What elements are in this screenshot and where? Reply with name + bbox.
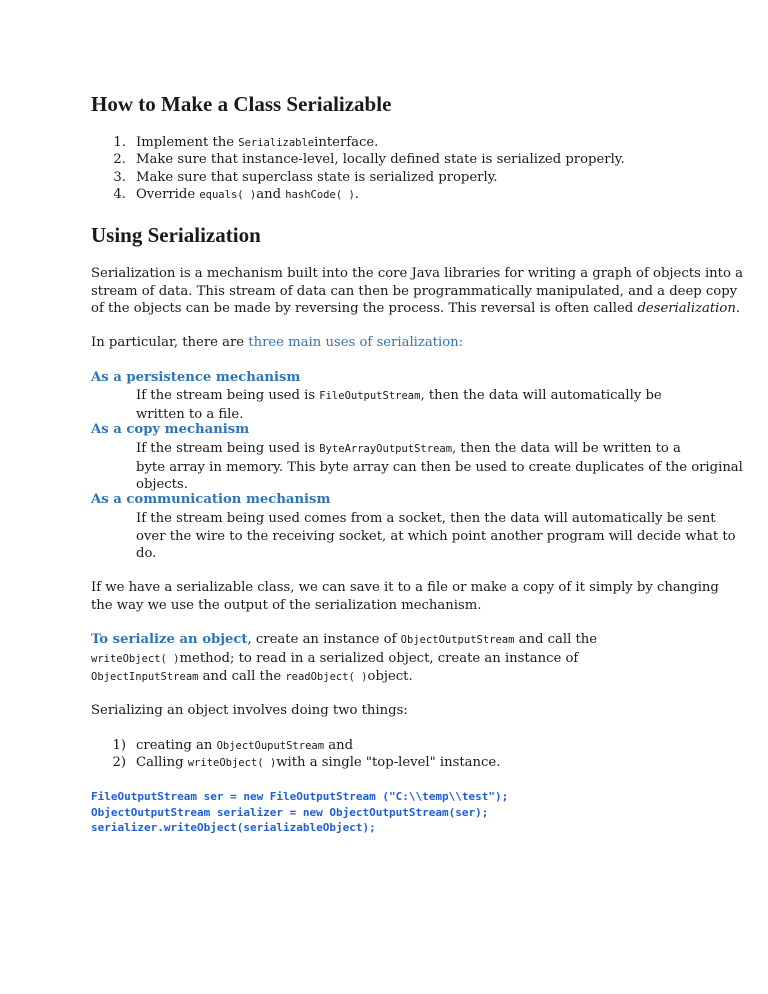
inline-code: ObjectOutputStream [400, 634, 515, 646]
two-things-text: Serializing an object involves doing two things: [91, 703, 408, 718]
definition-line: byte array in memory. This byte array can then be used to create duplicates of the original [136, 459, 743, 475]
list-number: 1. [113, 135, 126, 150]
list-number: 2. [113, 152, 126, 167]
paragraph-line: writeObject( )method; to read in a serialized object, create an instance of [91, 650, 579, 666]
inline-code: Serializable [238, 137, 315, 149]
step-text: Override [136, 187, 200, 202]
uses-intro: In particular, there are three main uses of serialization: [91, 335, 464, 350]
inline-code: equals( ) [199, 189, 257, 201]
term-copy: As a copy mechanism [91, 422, 250, 437]
copy-paragraph [91, 579, 719, 614]
serialize-label: To serialize an object [91, 632, 248, 647]
paragraph-line: ObjectInputStream and call the readObject( )object. [91, 669, 413, 684]
step-text: interface. [314, 135, 379, 150]
serialize-paragraph [91, 631, 597, 687]
term-communication: As a communication mechanism [91, 492, 331, 507]
list-number: 4. [113, 187, 126, 202]
intro-paragraph [91, 265, 743, 318]
inline-code: readObject( ) [285, 671, 368, 683]
paragraph-line: Serialization is a mechanism built into the core Java libraries for writing a graph of objects into a [91, 266, 743, 281]
section-title-using-serialization: Using Serialization [91, 223, 261, 247]
step-text: Make sure that superclass state is serialized properly. [136, 170, 498, 185]
term-persistence: As a persistence mechanism [91, 370, 301, 385]
paragraph-line: the way we use the output of the serialization mechanism. [91, 597, 482, 613]
paragraph-line: If we have a serializable class, we can save it to a file or make a copy of it simply by changing [91, 580, 719, 595]
definition-line: objects. [136, 477, 188, 492]
section-title-serializable: How to Make a Class Serializable [91, 92, 392, 116]
code-line: ObjectOutputStream serializer = new ObjectOutputStream(ser); [91, 805, 489, 819]
inline-code: writeObject( ) [91, 652, 180, 665]
inline-code: ObjectOuputStream [216, 740, 325, 752]
definition-line: over the wire to the receiving socket, at which point another program will decide what to [136, 528, 736, 544]
uses-link[interactable]: three main uses of serialization: [248, 335, 464, 350]
definition-copy [136, 440, 743, 494]
inline-code: FileOutputStream [319, 390, 421, 402]
step-text: Make sure that instance-level, locally defined state is serialized properly. [136, 152, 625, 167]
list-number: 3. [113, 170, 126, 185]
definition-persistence [136, 387, 662, 423]
definition-line: If the stream being used is ByteArrayOutputStream, then the data will be written to a [136, 441, 681, 456]
inline-code: writeObject( ) [187, 757, 277, 769]
inline-code: ObjectInputStream [91, 671, 199, 683]
code-line: serializer.writeObject(serializableObject); [91, 821, 376, 834]
code-line: FileOutputStream ser = new FileOutputStream ("C:\\temp\\test"); [91, 790, 509, 803]
list-number: 2) [112, 755, 126, 770]
definition-line: written to a file. [136, 406, 244, 422]
definition-line: If the stream being used comes from a socket, then the data will automatically be sent [136, 511, 716, 526]
paragraph-line: stream of data. This stream of data can then be programmatically manipulated, and a deep copy [91, 283, 738, 299]
definition-line: do. [136, 546, 157, 561]
document-page: How to Make a Class Serializable 1. Implement the Serializableinterface. 2. Make sure that instance-level, locally defined state is serialized properly. 3. Make sure that superclass state is serialized properly. 4. Override equals( )and hashCode( ). Using Serialization Serialization is a mechanism built into the core Java libraries for writing a graph of objects into a stream of data. This stream of data can then be programmatically manipulated, and a deep copy of the objects can be made by reversing the process. This reversal is often called deserialization. In particular, there are three main uses of serialization: As a persistence mechanism If the stream being used is FileOutputStream, then the data will automatically be written to a file. As a copy mechanism If the stream being used is ByteArrayOutputStream, then the data will be written to a byte array in memory. This byte array can then be used to create duplicates of the original objects. As a communication mechanism If the stream being used comes from a socket, then the data will automatically be sent over the wire to the receiving socket, at which point another program will decide what to do. If we have a serializable class, we can save it to a file or make a copy of it simply by changing the way we use the output of the serialization mechanism. To serialize an object, create an instance of ObjectOutputStream and call the writeObject( )method; to read in a serialized object, create an instance of ObjectInputStream and call the readObject( )object. Serializing an object involves doing two things: 1) creating an ObjectOuputStream and 2) Calling writeObject( )with a single "top-level" instance. FileOutputStream ser = new FileOutputStream ("C:\\temp\\test"); ObjectOutputStream serializer = new ObjectOutputStream(ser); serializer.writeObject(serializableObject); [91, 92, 743, 834]
emphasis-term: deserialization [637, 301, 736, 316]
step-text: Implement the [136, 135, 239, 150]
definition-line: If the stream being used is FileOutputStream, then the data will automatically be [136, 388, 662, 403]
paragraph-line: of the objects can be made by reversing the process. This reversal is often called deserialization. [91, 301, 741, 316]
inline-code: ByteArrayOutputStream [319, 443, 453, 455]
step-text: . [354, 187, 359, 202]
step-text: and [256, 187, 286, 202]
code-block [91, 789, 508, 836]
definition-communication [136, 510, 736, 563]
inline-code: hashCode( ) [285, 189, 355, 201]
list-number: 1) [112, 738, 126, 753]
paragraph-line: To serialize an object, create an instance of ObjectOutputStream and call the [91, 632, 598, 647]
